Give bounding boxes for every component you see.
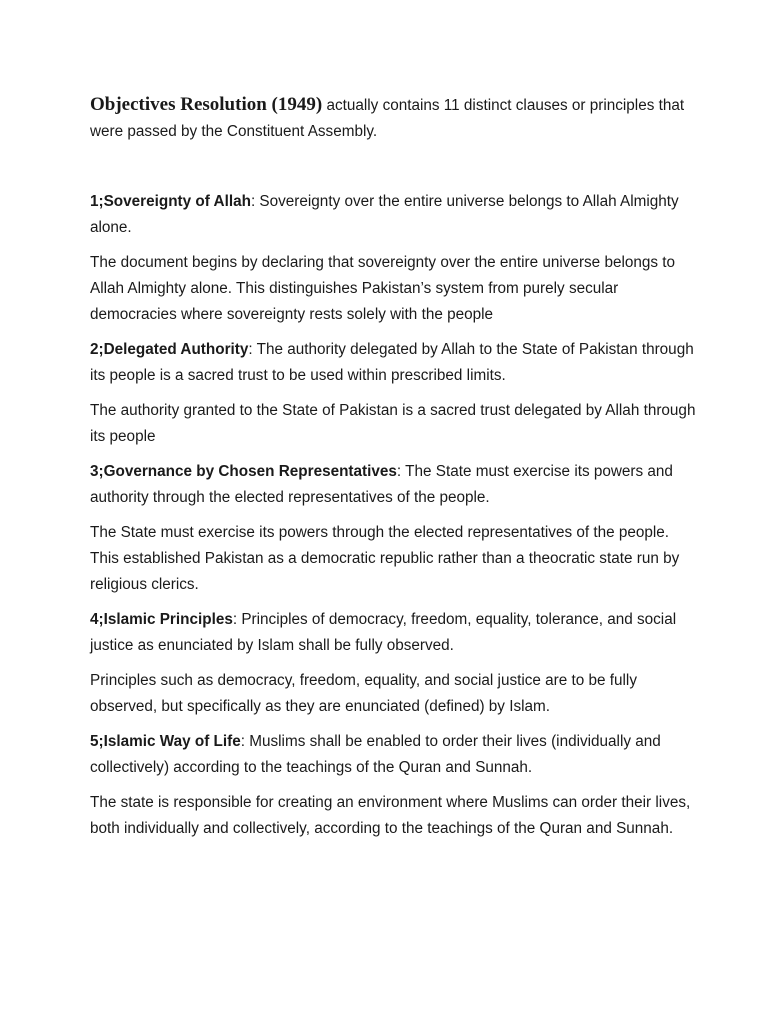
clause-5-summary <box>90 729 700 781</box>
clause-3-heading: 3;Governance by Chosen Representatives <box>90 463 397 480</box>
clause-4-explanation: Principles such as democracy, freedom, equality, and social justice are to be fully observed, but specifically as they are enunciated (defined) by Islam. <box>90 672 637 715</box>
clause-2-explanation: The authority granted to the State of Pakistan is a sacred trust delegated by Allah through its people <box>90 402 696 445</box>
clause-1-summary-text: : Sovereignty over the entire universe belongs to Allah Almighty alone. <box>90 193 679 236</box>
clause-2-summary <box>90 337 700 389</box>
clause-5-heading: 5;Islamic Way of Life <box>90 733 241 750</box>
document-title: Objectives Resolution (1949) <box>90 94 323 115</box>
document-body <box>90 92 700 851</box>
clause-5-explanation: The state is responsible for creating an environment where Muslims can order their lives, both individually and collectively, according to the teachings of the Quran and Sunnah. <box>90 794 691 837</box>
intro-paragraph <box>90 92 700 145</box>
clause-1-summary <box>90 189 700 241</box>
clause-5-summary-text: : Muslims shall be enabled to order their lives (individually and collectively) according to the teachings of the Quran and Sunnah. <box>90 733 661 776</box>
clause-4-summary <box>90 607 700 659</box>
clause-3-summary <box>90 459 700 511</box>
clause-3-summary-text: : The State must exercise its powers and authority through the elected representatives of the people. <box>90 463 673 506</box>
clause-2-summary-text: : The authority delegated by Allah to the State of Pakistan through its people is a sacred trust to be used within prescribed limits. <box>90 341 694 384</box>
clause-4-summary-text: : Principles of democracy, freedom, equality, tolerance, and social justice as enunciated by Islam shall be fully observed. <box>90 611 677 654</box>
clause-3-explanation: The State must exercise its powers through the elected representatives of the people. This established Pakistan as a democratic republic rather than a theocratic state run by religious clerics. <box>90 524 680 593</box>
clause-2-heading: 2;Delegated Authority <box>90 341 249 358</box>
clause-1-heading: 1;Sovereignty of Allah <box>90 193 251 210</box>
clause-1-explanation: The document begins by declaring that sovereignty over the entire universe belongs to Allah Almighty alone. This distinguishes Pakistan’s system from purely secular democracies where sovereignty rests solely with the people <box>90 254 676 323</box>
clause-4-heading: 4;Islamic Principles <box>90 611 233 628</box>
intro-text: actually contains 11 distinct clauses or principles that were passed by the Constituent Assembly. <box>90 97 685 140</box>
